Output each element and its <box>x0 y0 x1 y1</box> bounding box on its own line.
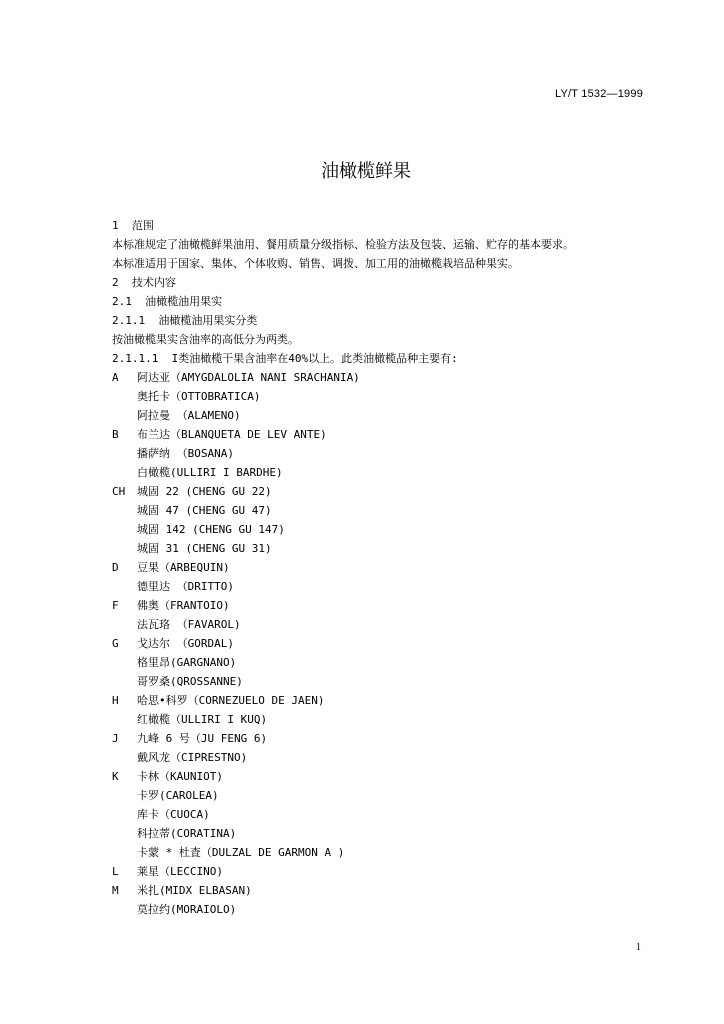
text-line <box>112 558 574 577</box>
text-line <box>112 805 574 824</box>
variety-name: 莫拉约(MORAIOLO) <box>137 903 237 916</box>
variety-name: 阿达亚（AMYGDALOLIA NANI SRACHANIA) <box>137 371 360 384</box>
variety-group-letter: G <box>112 637 119 650</box>
text-line <box>112 672 574 691</box>
text-line <box>112 653 574 672</box>
variety-name: 科拉蒂(CORATINA) <box>137 827 237 840</box>
paragraph-text: 按油橄榄果实含油率的高低分为两类。 <box>112 333 299 346</box>
variety-name: 豆果（ARBEQUIN) <box>137 561 230 574</box>
variety-group-letter: K <box>112 770 119 783</box>
text-line <box>112 330 574 349</box>
variety-group-letter: M <box>112 884 119 897</box>
variety-group-letter: J <box>112 732 119 745</box>
variety-name: 奥托卡（OTTOBRATICA) <box>137 390 261 403</box>
standard-code: LY/T 1532—1999 <box>555 88 644 100</box>
variety-name: 城固 22 (CHENG GU 22) <box>137 485 272 498</box>
variety-name: 法瓦珞 （FAVAROL) <box>137 618 241 631</box>
paragraph-text: 本标准适用于国家、集体、个体收购、销售、调拨、加工用的油橄榄栽培品种果实。 <box>112 257 519 270</box>
text-line <box>112 824 574 843</box>
variety-group-letter: A <box>112 371 119 384</box>
variety-name: 米扎(MIDX ELBASAN) <box>137 884 252 897</box>
text-line <box>112 900 574 919</box>
text-line <box>112 843 574 862</box>
variety-name: 哈思•科罗（CORNEZUELO DE JAEN) <box>137 694 325 707</box>
text-line <box>112 482 574 501</box>
paragraph-text: 2.1.1.1 I类油橄榄干果含油率在40%以上。此类油橄榄品种主要有: <box>112 352 458 365</box>
variety-name: 卡林（KAUNIOT) <box>137 770 223 783</box>
variety-group-letter: H <box>112 694 119 707</box>
text-line <box>112 748 574 767</box>
text-line <box>112 311 574 330</box>
paragraph-text: 2.1 油橄榄油用果实 <box>112 295 223 308</box>
text-line <box>112 463 574 482</box>
text-line <box>112 634 574 653</box>
text-line <box>112 710 574 729</box>
variety-name: 九峰 6 号（JU FENG 6) <box>137 732 268 745</box>
paragraph-text: 1 范围 <box>112 219 154 232</box>
text-line <box>112 349 574 368</box>
variety-name: 播萨纳 （BOSANA) <box>137 447 234 460</box>
text-line <box>112 501 574 520</box>
variety-name: 格里昂(GARGNANO) <box>137 656 237 669</box>
text-line <box>112 881 574 900</box>
text-line <box>112 292 574 311</box>
variety-name: 卡罗(CAROLEA) <box>137 789 219 802</box>
variety-name: 德里达 （DRITTO) <box>137 580 234 593</box>
text-line <box>112 368 574 387</box>
variety-name: 库卡（CUOCA) <box>137 808 210 821</box>
text-line <box>112 767 574 786</box>
text-line <box>112 691 574 710</box>
document-title: 油橄榄鲜果 <box>321 161 411 182</box>
text-line <box>112 254 574 273</box>
variety-name: 布兰达（BLANQUETA DE LEV ANTE) <box>137 428 327 441</box>
page-number: 1 <box>636 942 641 953</box>
variety-name: 戴风龙（CIPRESTNO) <box>137 751 248 764</box>
variety-name: 城固 142 (CHENG GU 147) <box>137 523 285 536</box>
paragraph-text: 本标准规定了油橄榄鲜果油用、餐用质量分级指标、检验方法及包装、运输、贮存的基本要求。 <box>112 238 574 251</box>
variety-group-letter: CH <box>112 485 126 498</box>
text-line <box>112 216 574 235</box>
variety-name: 戈达尔 （GORDAL) <box>137 637 234 650</box>
text-line <box>112 444 574 463</box>
variety-group-letter: F <box>112 599 119 612</box>
variety-name: 卡蒙 * 杜査（DULZAL DE GARMON A ) <box>137 846 345 859</box>
variety-name: 佛奥（FRANTOIO) <box>137 599 230 612</box>
text-line <box>112 786 574 805</box>
variety-name: 哥罗桑(QROSSANNE) <box>137 675 243 688</box>
text-line <box>112 406 574 425</box>
text-line <box>112 615 574 634</box>
variety-name: 白橄榄(ULLIRI I BARDHE) <box>137 466 283 479</box>
text-line <box>112 862 574 881</box>
text-line <box>112 596 574 615</box>
variety-name: 城固 31 (CHENG GU 31) <box>137 542 272 555</box>
variety-name: 红橄榄（ULLIRI I KUQ) <box>137 713 268 726</box>
text-line <box>112 273 574 292</box>
text-line <box>112 387 574 406</box>
variety-group-letter: D <box>112 561 119 574</box>
variety-name: 城固 47 (CHENG GU 47) <box>137 504 272 517</box>
paragraph-text: 2.1.1 油橄榄油用果实分类 <box>112 314 258 327</box>
text-line <box>112 520 574 539</box>
text-line <box>112 235 574 254</box>
variety-group-letter: B <box>112 428 119 441</box>
text-line <box>112 729 574 748</box>
variety-name: 阿拉曼 （ALAMENO) <box>137 409 241 422</box>
variety-name: 莱星（LECCINO) <box>137 865 223 878</box>
text-line <box>112 539 574 558</box>
text-line <box>112 425 574 444</box>
text-line <box>112 577 574 596</box>
paragraph-text: 2 技术内容 <box>112 276 176 289</box>
variety-group-letter: L <box>112 865 119 878</box>
document-body <box>112 216 574 919</box>
